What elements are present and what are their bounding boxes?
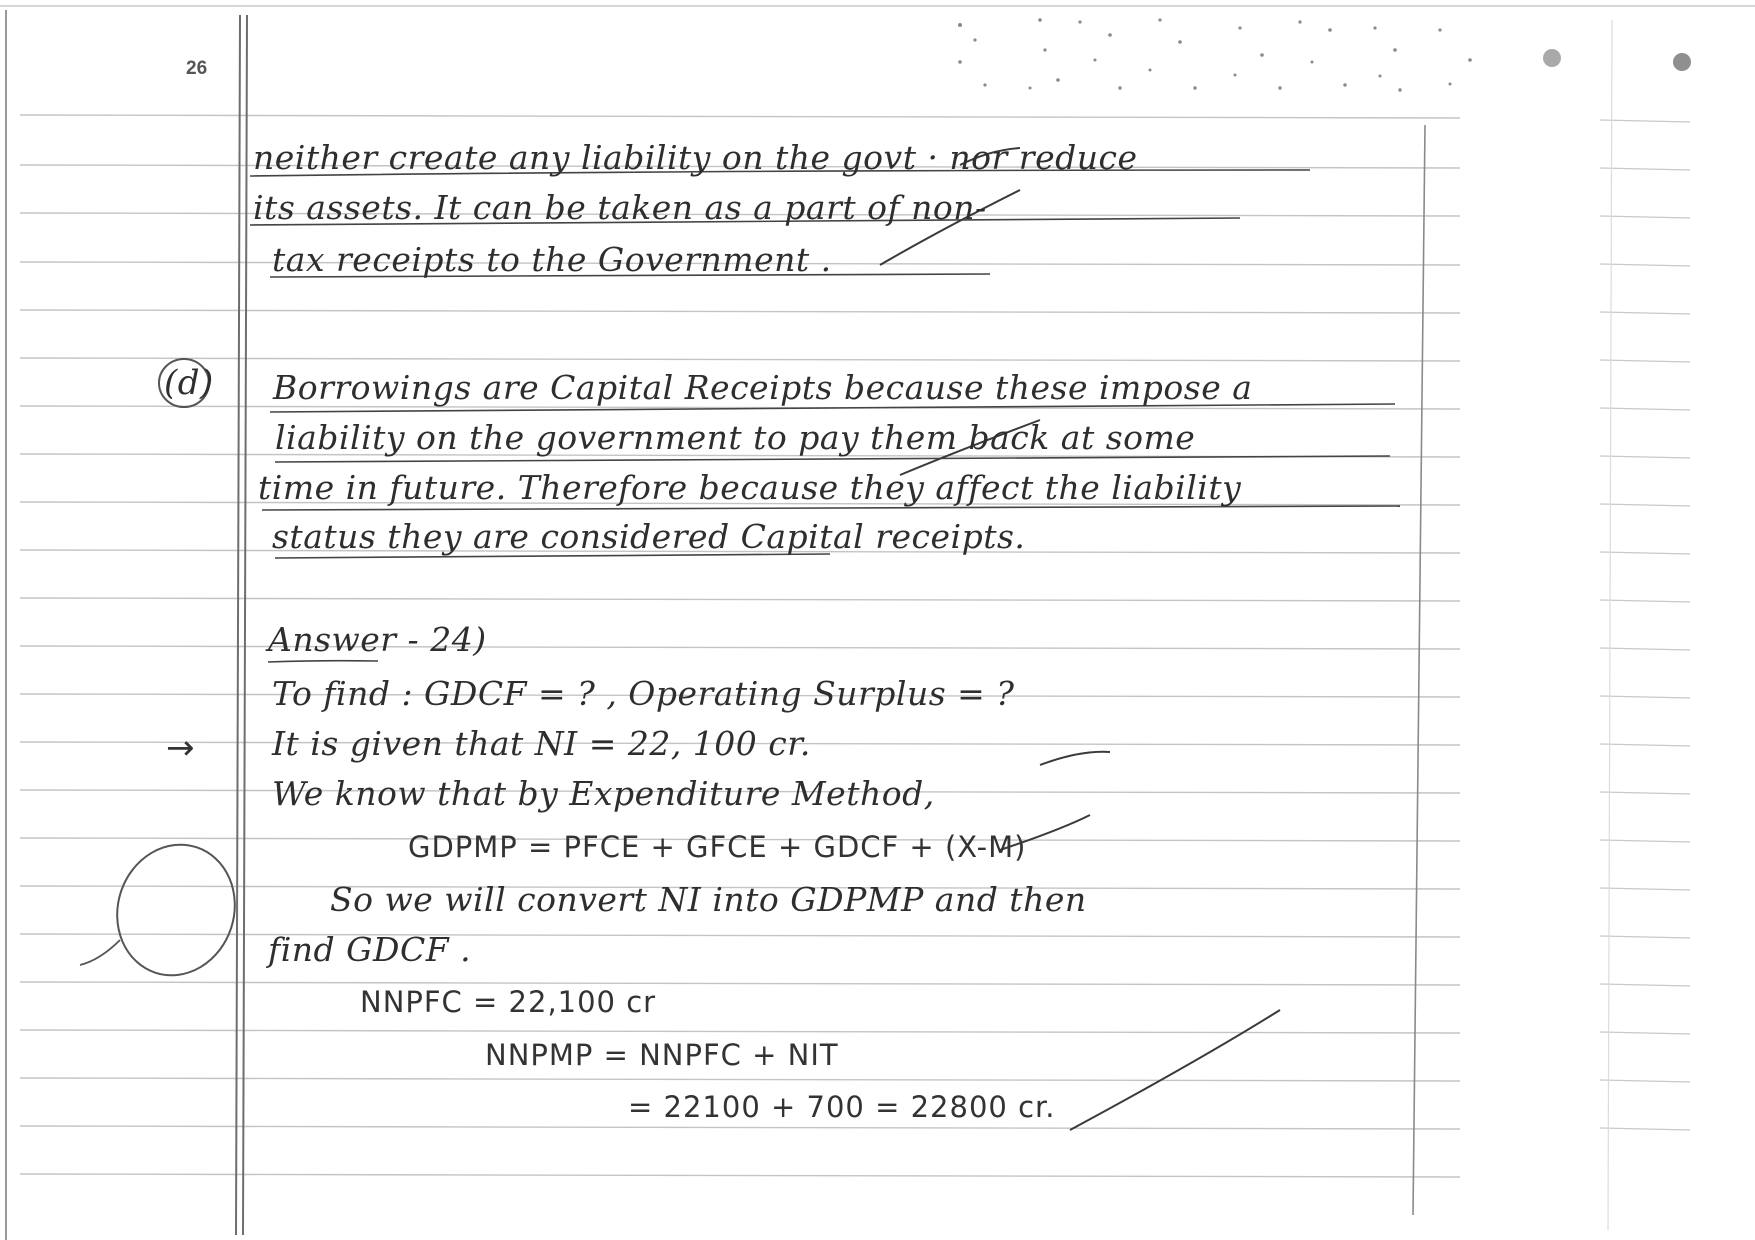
page-number: 26 [186, 58, 208, 79]
punch-mark-1 [1543, 49, 1561, 67]
nnpfc-line: NNPFC = 22,100 cr [360, 985, 657, 1019]
answer-24-heading: Answer - 24) [268, 620, 487, 659]
far-right-line [1608, 20, 1612, 1230]
left-margin-line-1 [236, 15, 240, 1235]
checker-marks [880, 148, 1280, 1130]
part-d-line-3: time in future. Therefore because they affect the liability [258, 468, 1242, 507]
find-gdcf-line: find GDCF . [268, 930, 472, 969]
part-c-line-2: its assets. It can be taken as a part of non- [253, 188, 987, 227]
to-find-line: To find : GDCF = ? , Operating Surplus = ? [272, 674, 1015, 713]
arrow-icon: → [166, 728, 195, 768]
left-margin-line-2 [243, 15, 247, 1235]
part-c-line-3: tax receipts to the Government . [272, 240, 832, 279]
we-know-line: We know that by Expenditure Method, [272, 774, 935, 813]
right-margin-lines [1600, 120, 1690, 1130]
part-d-line-4: status they are considered Capital receipts. [272, 517, 1026, 556]
part-c-line-1: neither create any liability on the govt · nor reduce [253, 138, 1138, 177]
part-d-line-2: liability on the government to pay them back at some [275, 418, 1196, 457]
given-line: It is given that NI = 22, 100 cr. [272, 724, 811, 763]
part-d-label: (d) [164, 363, 214, 403]
margin-circle-tail [80, 940, 120, 965]
right-margin-line [1413, 125, 1425, 1215]
nnpmp-formula: NNPMP = NNPFC + NIT [485, 1038, 839, 1072]
nnpmp-value: = 22100 + 700 = 22800 cr. [628, 1090, 1056, 1124]
dotted-pattern [958, 18, 1472, 92]
gdp-formula: GDPMP = PFCE + GFCE + GDCF + (X-M) [408, 830, 1027, 864]
margin-grade-circle [100, 829, 251, 990]
punch-mark-2 [1673, 53, 1691, 71]
convert-line: So we will convert NI into GDPMP and then [330, 880, 1087, 919]
part-d-line-1: Borrowings are Capital Receipts because these impose a [273, 368, 1253, 407]
